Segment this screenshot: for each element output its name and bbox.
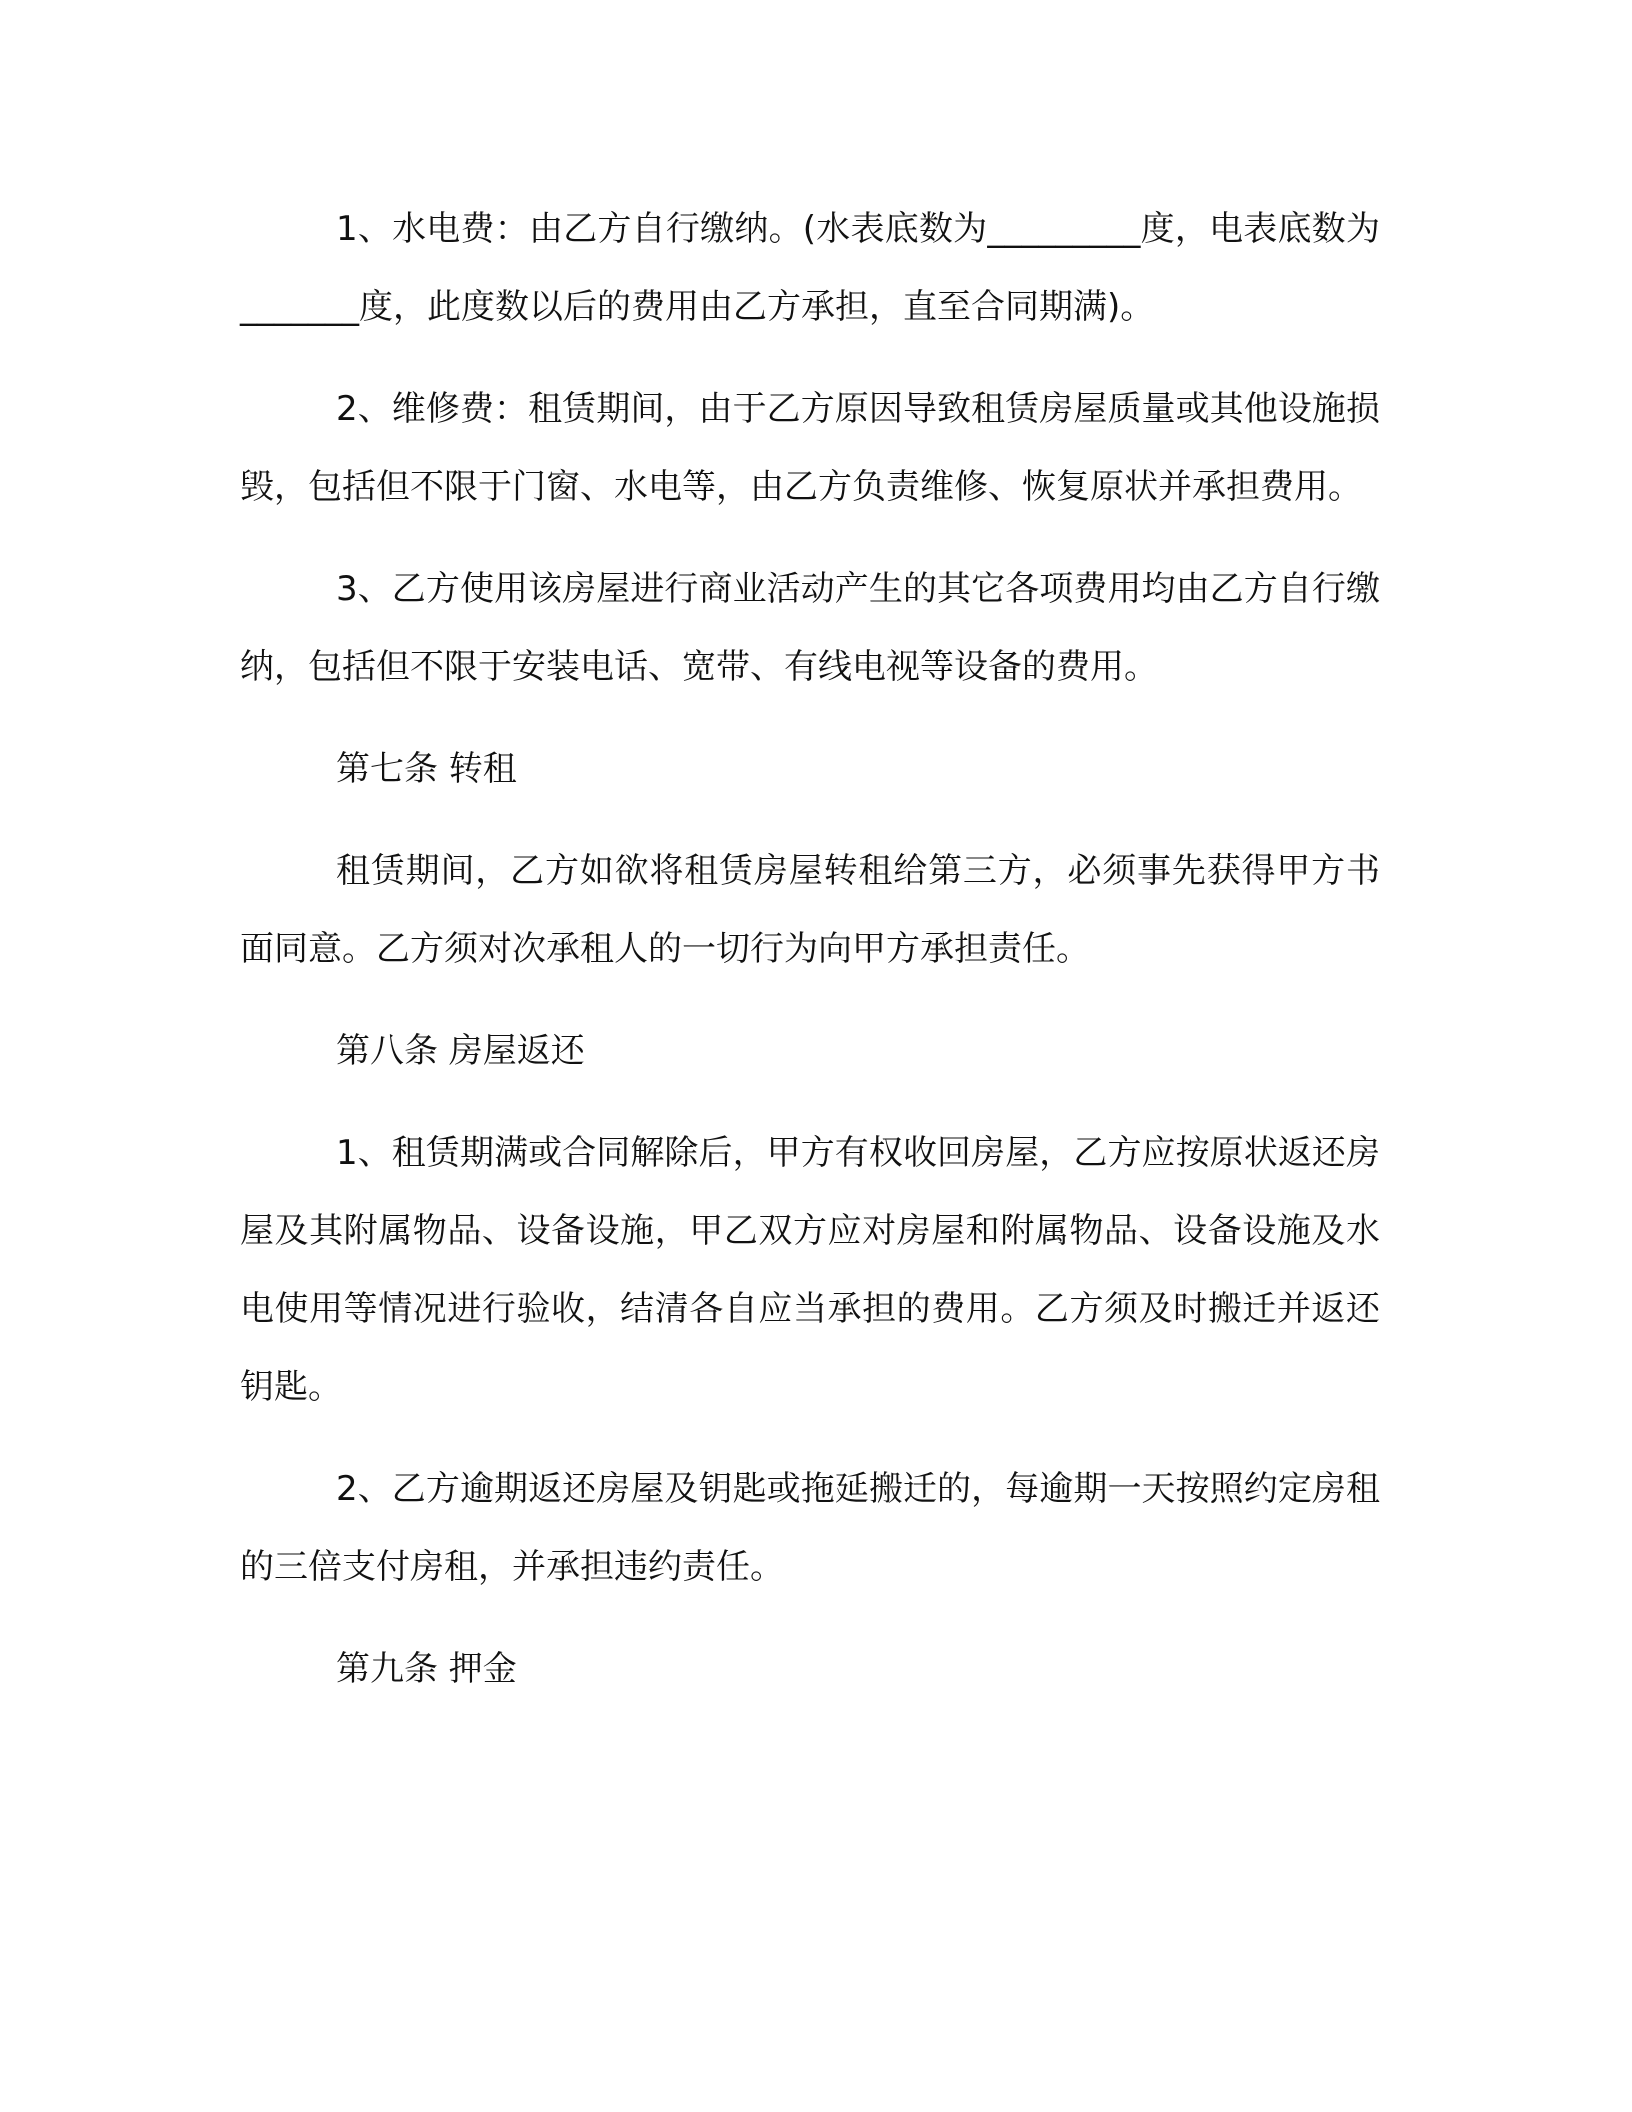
article-9-heading: 第九条 押金 (336, 1649, 517, 1689)
article-7-heading: 第七条 转租 (336, 749, 517, 789)
sublease-clause: 租赁期间，乙方如欲将租赁房屋转租给第三方，必须事先获得甲方书面同意。乙方须对次承租人的一切行为向甲方承担责任。 (240, 851, 1380, 969)
article-8-heading: 第八条 房屋返还 (336, 1031, 585, 1071)
utility-fee-clause: 1、水电费：由乙方自行缴纳。(水表底数为_________度，电表底数为_______度，此度数以后的费用由乙方承担，直至合同期满)。 (240, 209, 1380, 327)
document-body (240, 190, 1380, 1732)
return-clause-1: 1、租赁期满或合同解除后，甲方有权收回房屋，乙方应按原状返还房屋及其附属物品、设备设施，甲乙双方应对房屋和附属物品、设备设施及水电使用等情况进行验收，结清各自应当承担的费用。乙方须及时搬迁并返还钥匙。 (240, 1133, 1380, 1407)
return-clause-2: 2、乙方逾期返还房屋及钥匙或拖延搬迁的，每逾期一天按照约定房租的三倍支付房租，并承担违约责任。 (240, 1469, 1380, 1587)
maintenance-fee-clause: 2、维修费：租赁期间，由于乙方原因导致租赁房屋质量或其他设施损毁，包括但不限于门窗、水电等，由乙方负责维修、恢复原状并承担费用。 (240, 389, 1380, 507)
other-fees-clause: 3、乙方使用该房屋进行商业活动产生的其它各项费用均由乙方自行缴纳，包括但不限于安装电话、宽带、有线电视等设备的费用。 (240, 569, 1380, 687)
